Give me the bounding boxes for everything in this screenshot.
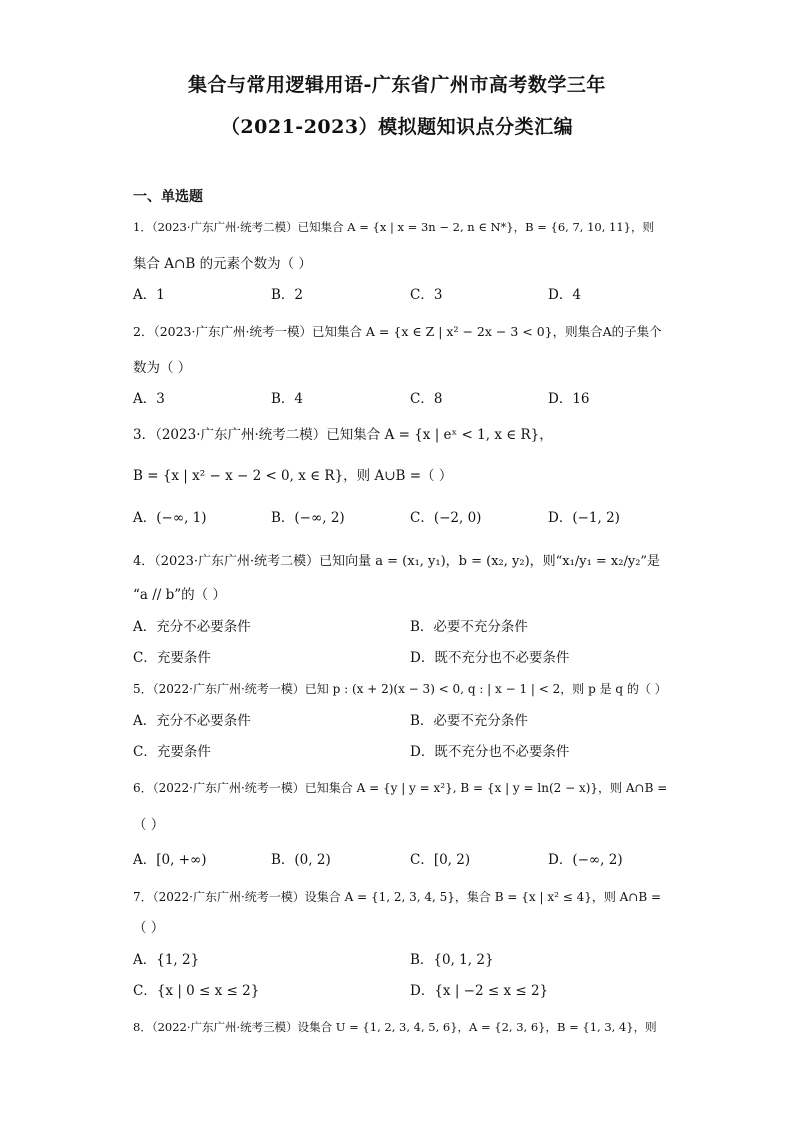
question-1-option-c: C．3 (410, 287, 443, 303)
question-6-option-b: B．(0, 2) (271, 852, 331, 868)
question-5-option-c: C．充要条件 (133, 744, 211, 760)
question-2-option-c: C．8 (410, 391, 443, 407)
question-5-option-d: D．既不充分也不必要条件 (410, 744, 570, 760)
question-7-option-a: A．{1, 2} (133, 952, 200, 968)
question-3-option-d: D．(−1, 2) (548, 510, 620, 526)
question-1-line2: 集合 A∩B 的元素个数为（ ） (133, 256, 312, 272)
section-heading: 一、单选题 (133, 189, 203, 205)
question-7-option-c: C．{x | 0 ≤ x ≤ 2} (133, 983, 260, 999)
question-7-option-b: B．{0, 1, 2} (410, 952, 494, 968)
question-1-option-a: A．1 (133, 287, 165, 303)
question-1-option-b: B．2 (271, 287, 304, 303)
question-1-option-d: D．4 (548, 287, 581, 303)
question-6-option-c: C．[0, 2) (410, 852, 471, 868)
question-6-line1: 6．（2022·广东广州·统考一模）已知集合 A = {y | y = x²}, B = {x | y = ln(2 − x)}，则 A∩B = (133, 781, 668, 795)
question-4-line2: “a // b”的（ ） (133, 587, 226, 603)
question-2-option-a: A．3 (133, 391, 165, 407)
question-7-line1: 7．（2022·广东广州·统考一模）设集合 A = {1, 2, 3, 4, 5}，集合 B = {x | x² ≤ 4}，则 A∩B = (133, 890, 662, 904)
question-3-option-b: B．(−∞, 2) (271, 510, 345, 526)
document-title-line1: 集合与常用逻辑用语-广东省广州市高考数学三年 (188, 74, 606, 96)
question-4-option-d: D．既不充分也不必要条件 (410, 650, 570, 666)
question-6-option-d: D．(−∞, 2) (548, 852, 623, 868)
question-7-line2: （ ） (133, 920, 165, 936)
question-4-option-c: C．充要条件 (133, 650, 211, 666)
question-3-option-c: C．(−2, 0) (410, 510, 482, 526)
question-3-line1: 3．（2023·广东广州·统考二模）已知集合 A = {x | eˣ < 1, x ∈ R}， (133, 427, 553, 443)
question-1-line1: 1．（2023·广东广州·统考二模）已知集合 A = {x | x = 3n − 2, n ∈ N*}，B = {6, 7, 10, 11}，则 (133, 220, 654, 234)
question-4-line1: 4．（2023·广东广州·统考二模）已知向量 a = (x₁, y₁)，b = (x₂, y₂)，则“x₁/y₁ = x₂/y₂”是 (133, 554, 661, 569)
question-2-option-d: D．16 (548, 391, 590, 407)
question-8-line1: 8．（2022·广东广州·统考三模）设集合 U = {1, 2, 3, 4, 5, 6}，A = {2, 3, 6}，B = {1, 3, 4}，则 (133, 1020, 657, 1034)
question-5-line1: 5．（2022·广东广州·统考一模）已知 p : (x + 2)(x − 3) < 0, q : | x − 1 | < 2，则 p 是 q 的（ ） (133, 682, 667, 696)
question-4-option-a: A．充分不必要条件 (133, 619, 251, 635)
question-2-line2: 数为（ ） (133, 360, 192, 376)
document-title-line2: （2021-2023）模拟题知识点分类汇编 (220, 116, 574, 138)
question-3-line2: B = {x | x² − x − 2 < 0, x ∈ R}，则 A∪B =（ ） (133, 468, 453, 484)
question-4-option-b: B．必要不充分条件 (410, 619, 528, 635)
question-2-line1: 2．（2023·广东广州·统考一模）已知集合 A = {x ∈ Z | x² − 2x − 3 < 0}，则集合A的子集个 (133, 324, 662, 339)
question-5-option-b: B．必要不充分条件 (410, 713, 528, 729)
question-6-line2: （ ） (133, 817, 165, 833)
question-5-option-a: A．充分不必要条件 (133, 713, 251, 729)
question-7-option-d: D．{x | −2 ≤ x ≤ 2} (410, 983, 549, 999)
question-3-option-a: A．(−∞, 1) (133, 510, 207, 526)
question-6-option-a: A．[0, +∞) (133, 852, 207, 868)
question-2-option-b: B．4 (271, 391, 304, 407)
